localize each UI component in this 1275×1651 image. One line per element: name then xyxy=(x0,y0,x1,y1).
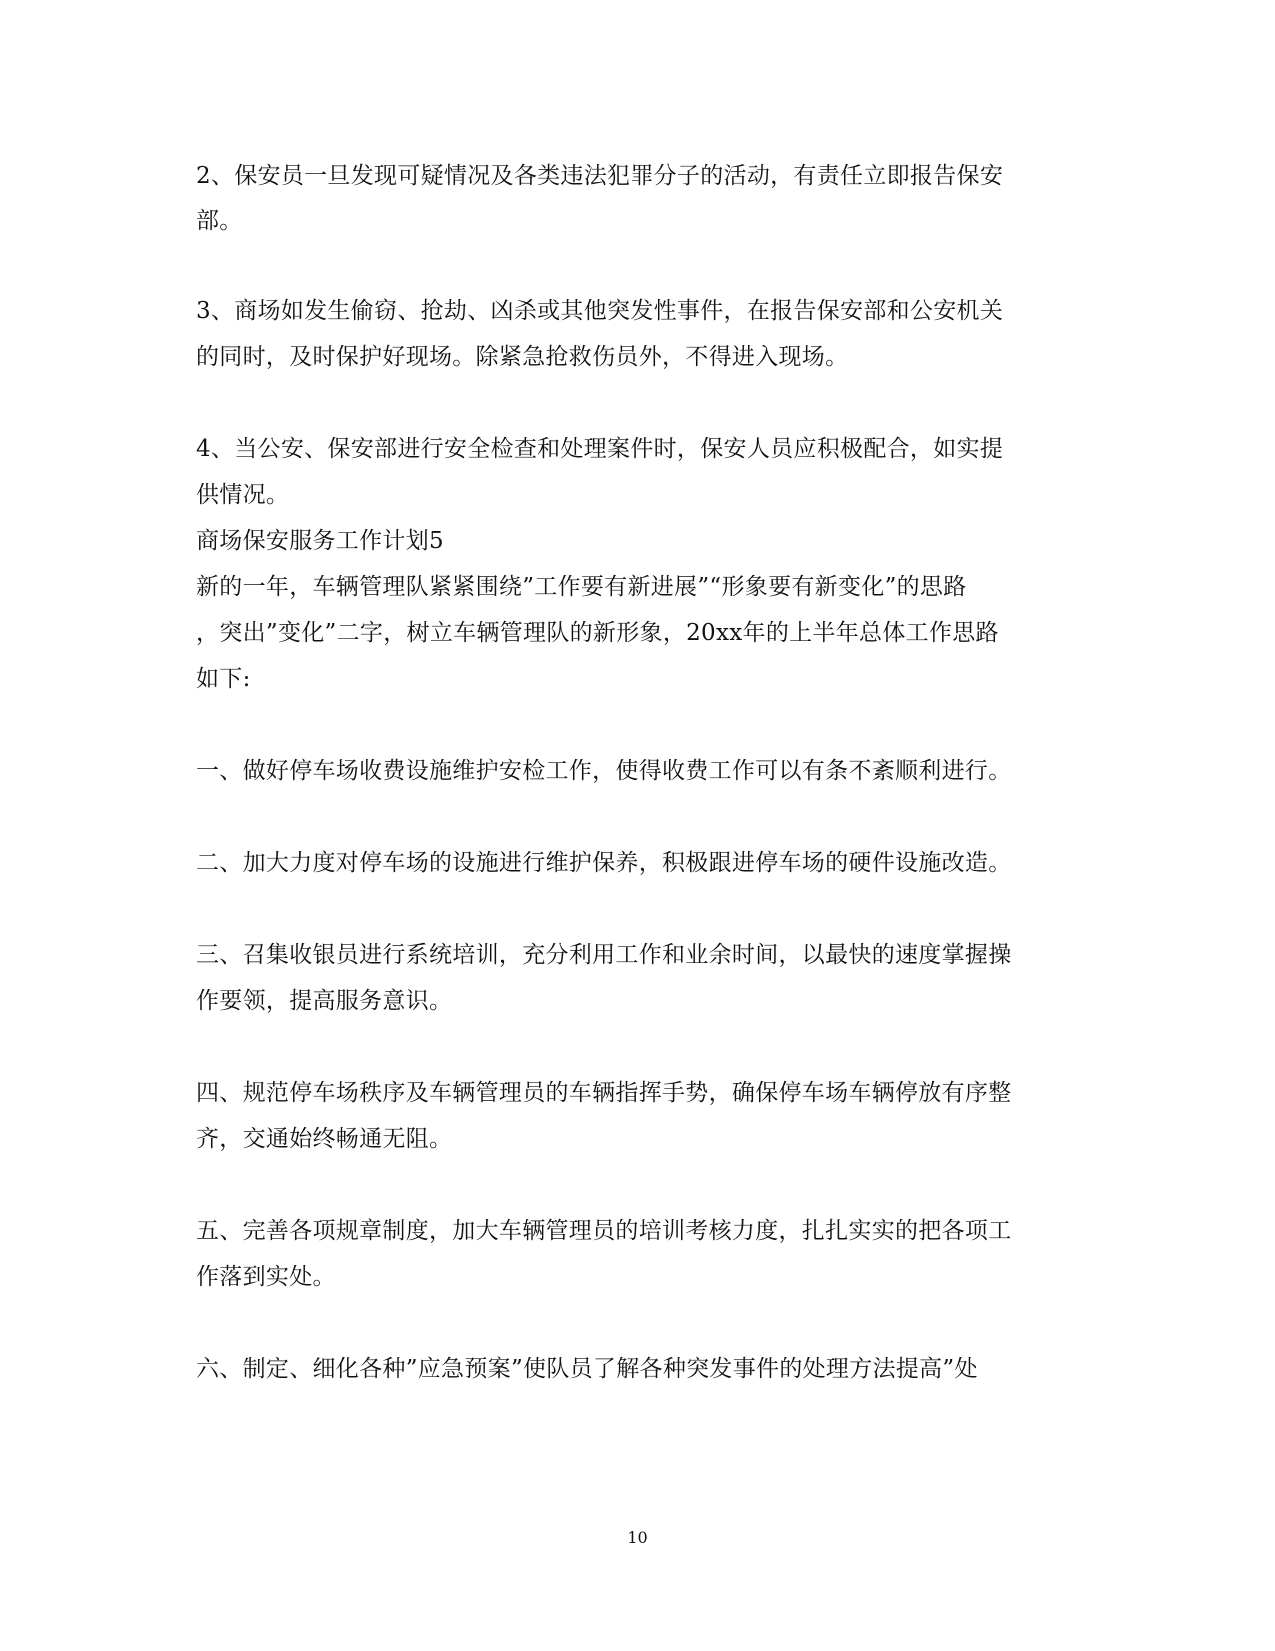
body-text-line: 2、保安员一旦发现可疑情况及各类违法犯罪分子的活动，有责任立即报告保安 xyxy=(196,163,1004,189)
section-heading: 商场保安服务工作计划5 xyxy=(196,528,444,554)
body-text-line: 供情况。 xyxy=(196,482,290,508)
body-text-line: 新的一年，车辆管理队紧紧围绕”工作要有新进展”“形象要有新变化”的思路 xyxy=(196,574,967,600)
list-item-text: 二、加大力度对停车场的设施进行维护保养，积极跟进停车场的硬件设施改造。 xyxy=(196,850,1012,876)
body-text-line: 的同时，及时保护好现场。除紧急抢救伤员外，不得进入现场。 xyxy=(196,344,849,370)
page-number: 10 xyxy=(627,1528,648,1547)
list-item-text: 作要领，提高服务意识。 xyxy=(196,988,453,1014)
list-item-text: 四、规范停车场秩序及车辆管理员的车辆指挥手势，确保停车场车辆停放有序整 xyxy=(196,1080,1012,1106)
list-item-text: 三、召集收银员进行系统培训，充分利用工作和业余时间，以最快的速度掌握操 xyxy=(196,942,1012,968)
body-text-line: 3、商场如发生偷窃、抢劫、凶杀或其他突发性事件，在报告保安部和公安机关 xyxy=(196,298,1004,324)
body-text-line: 如下: xyxy=(196,666,251,692)
body-text-line: 4、当公安、保安部进行安全检查和处理案件时，保安人员应积极配合，如实提 xyxy=(196,436,1004,462)
list-item-text: 五、完善各项规章制度，加大车辆管理员的培训考核力度，扎扎实实的把各项工 xyxy=(196,1218,1012,1244)
list-item-text: 六、制定、细化各种”应急预案”使队员了解各种突发事件的处理方法提高”处 xyxy=(196,1356,978,1382)
body-text-line: ，突出”变化”二字，树立车辆管理队的新形象，20xx年的上半年总体工作思路 xyxy=(196,620,999,646)
list-item-text: 一、做好停车场收费设施维护安检工作，使得收费工作可以有条不紊顺利进行。 xyxy=(196,758,1012,784)
body-text-line: 部。 xyxy=(196,208,243,234)
list-item-text: 作落到实处。 xyxy=(196,1264,336,1290)
list-item-text: 齐，交通始终畅通无阻。 xyxy=(196,1126,453,1152)
